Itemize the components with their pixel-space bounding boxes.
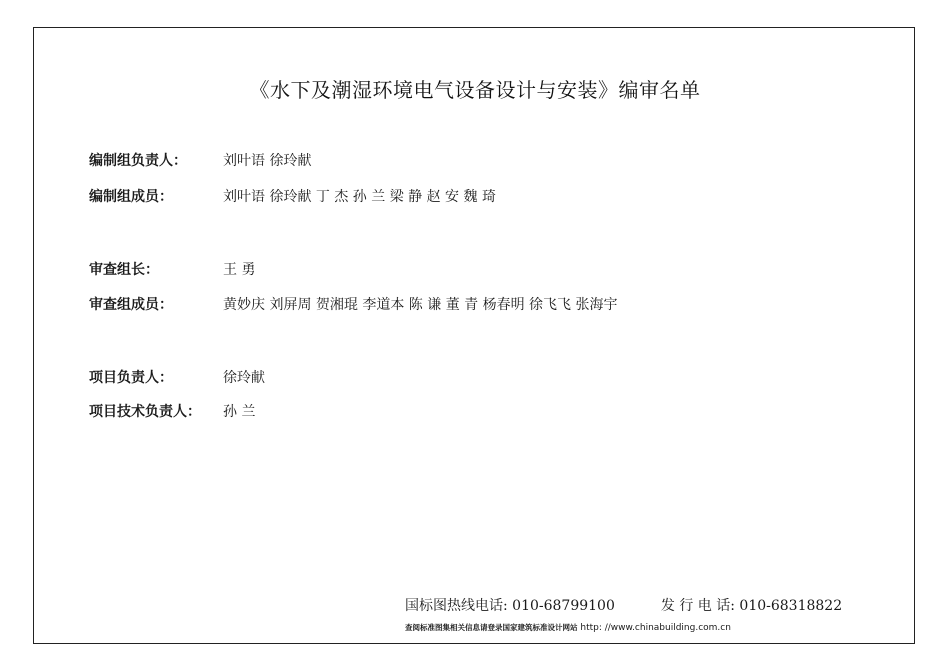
row-names: 徐玲献 xyxy=(223,370,265,386)
row-label: 编制组成员： xyxy=(89,189,173,205)
row-label: 项目技术负责人： xyxy=(89,404,201,420)
website-note: 查阅标准图集相关信息请登录国家建筑标准设计网站 xyxy=(405,623,578,632)
document-frame xyxy=(33,27,915,644)
row-names: 王 勇 xyxy=(223,262,256,278)
row-names: 刘叶语 徐玲献 xyxy=(223,153,312,169)
page-title: 《水下及潮湿环境电气设备设计与安装》编审名单 xyxy=(249,78,701,102)
row-names: 孙 兰 xyxy=(223,404,256,420)
row-names: 刘叶语 徐玲献 丁 杰 孙 兰 梁 静 赵 安 魏 琦 xyxy=(223,189,496,205)
publisher-phone-text: 发 行 电 话: 010-68318822 xyxy=(660,598,843,614)
hotline-text: 国标图热线电话: 010-68799100 xyxy=(405,598,615,614)
row-label: 编制组负责人： xyxy=(89,153,187,169)
website-link[interactable]: http: //www.chinabuilding.com.cn xyxy=(580,623,731,633)
row-label: 审查组长： xyxy=(89,262,159,278)
row-label: 审查组成员： xyxy=(89,297,173,313)
row-names: 黄妙庆 刘屏周 贺湘琨 李道本 陈 谦 董 青 杨春明 徐飞飞 张海宇 xyxy=(223,297,618,313)
row-label: 项目负责人： xyxy=(89,370,173,386)
footer-phones xyxy=(405,595,842,615)
footer-website xyxy=(405,622,731,633)
